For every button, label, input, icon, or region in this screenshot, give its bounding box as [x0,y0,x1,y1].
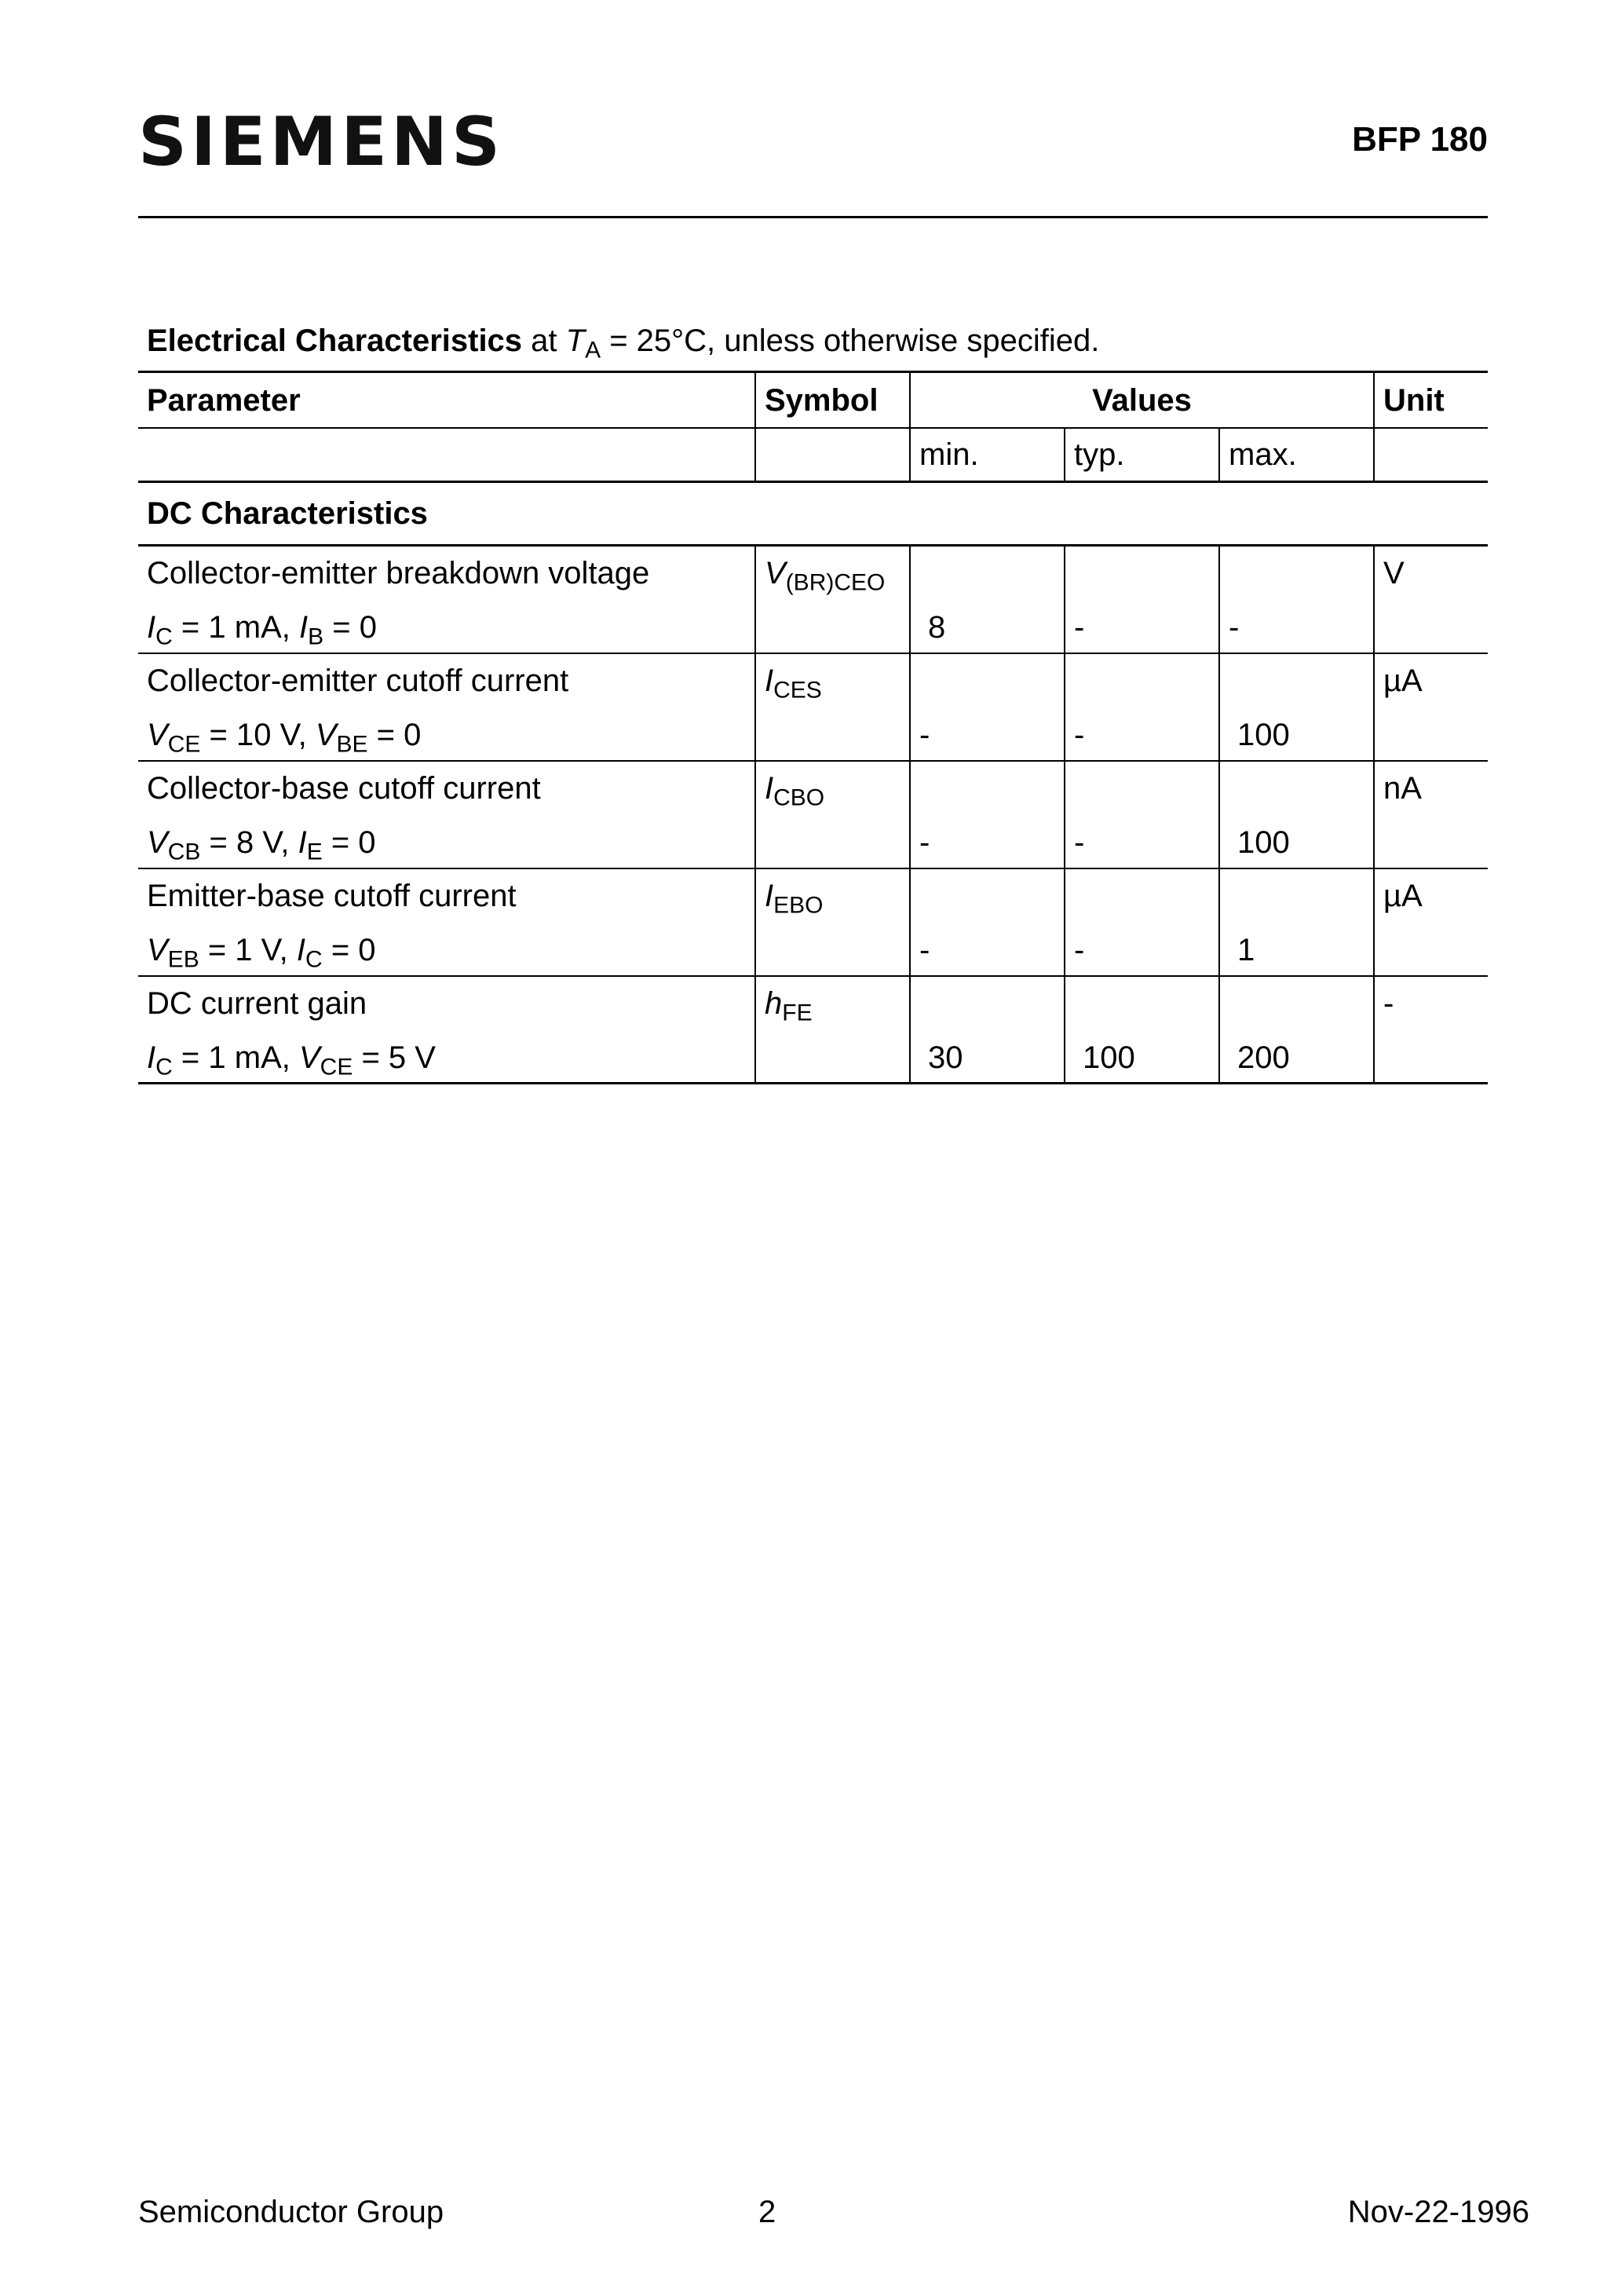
caption-var: T [565,324,586,358]
typ-value: - [1065,546,1219,653]
condition-value: = 1 mA, [172,610,299,645]
parameter-name: Emitter-base cutoff current [147,878,517,913]
condition-value: = 0 [323,610,377,645]
symbol-cell [755,976,910,1084]
condition-value: = 5 V [353,1040,436,1075]
test-condition [147,610,754,650]
caption-rest: = 25°C, unless otherwise specified. [601,324,1100,358]
condition-sub: BE [336,730,368,757]
electrical-characteristics-table [138,371,1488,1084]
condition-var: V [298,1040,320,1075]
parameter-name: Collector-base cutoff current [147,770,541,806]
condition-var: V [147,932,168,967]
typ-value: - [1065,868,1219,976]
condition-var: I [147,1040,156,1075]
max-value: 100 [1219,653,1374,761]
parameter-name: DC current gain [147,985,367,1021]
unit-cell: µA [1374,868,1488,976]
condition-value: = 10 V, [200,717,316,752]
condition-var: I [298,824,307,860]
subheader-unit-blank [1374,428,1488,482]
symbol-var: V [765,556,786,590]
condition-sub: C [305,945,323,972]
header-rule [138,216,1488,218]
symbol-sub: CBO [773,784,825,810]
symbol-sub: CES [773,676,822,703]
min-value: - [910,653,1065,761]
condition-value: = 8 V, [200,824,298,860]
min-value: - [910,868,1065,976]
section-row [138,482,1488,546]
condition-value: = 1 V, [199,932,297,967]
condition-value: = 0 [322,824,376,860]
typ-value: - [1065,653,1219,761]
header-parameter: Parameter [138,372,755,429]
unit-cell: - [1374,976,1488,1084]
footer-date: Nov-22-1996 [1347,2195,1529,2229]
max-value: - [1219,546,1374,653]
part-number: BFP 180 [1352,120,1488,159]
header-symbol: Symbol [755,372,910,429]
test-condition [147,1040,754,1080]
test-condition [147,824,754,865]
symbol-cell [755,868,910,976]
max-value: 100 [1219,761,1374,868]
symbol-cell [755,546,910,653]
test-condition [147,717,754,757]
parameter-cell [138,868,755,976]
subheader-symbol-blank [755,428,910,482]
condition-var: I [296,932,306,967]
section-title: DC Characteristics [138,482,1488,546]
caption-at: at [522,324,566,358]
table-row [138,653,1488,761]
max-value: 200 [1219,976,1374,1084]
typ-value: - [1065,761,1219,868]
table-row [138,761,1488,868]
symbol-var: h [765,985,783,1021]
condition-var: V [315,717,337,752]
caption-sub: A [585,337,601,364]
test-condition [147,932,754,972]
header-typ: typ. [1065,428,1219,482]
footer-page-number: 2 [758,2195,776,2229]
symbol-var: I [765,878,774,913]
symbol-cell [755,761,910,868]
symbol-var: I [765,770,774,806]
parameter-name: Collector-emitter breakdown voltage [147,556,650,590]
condition-sub: E [306,838,323,865]
header-unit: Unit [1374,372,1488,429]
condition-var: I [147,610,156,645]
condition-sub: C [155,623,173,650]
siemens-logo: SIEMENS [138,103,504,181]
footer-company: Semiconductor Group [138,2195,444,2229]
symbol-sub: EBO [773,891,824,918]
table-row [138,976,1488,1084]
parameter-cell [138,546,755,653]
parameter-cell [138,653,755,761]
min-value: - [910,761,1065,868]
header-max: max. [1219,428,1374,482]
condition-sub: EB [167,945,199,972]
condition-sub: C [155,1053,173,1080]
min-value: 30 [910,976,1065,1084]
symbol-sub: FE [782,999,813,1026]
parameter-cell [138,761,755,868]
header-row [138,372,1488,429]
condition-value: = 1 mA, [172,1040,299,1075]
data-rows [138,546,1488,1084]
condition-var: V [147,824,168,860]
unit-cell: nA [1374,761,1488,868]
condition-sub: CE [320,1053,353,1080]
parameter-cell [138,976,755,1084]
symbol-sub: (BR)CEO [785,569,886,596]
condition-value: = 0 [322,932,376,967]
table-row [138,868,1488,976]
max-value: 1 [1219,868,1374,976]
condition-var: I [298,610,309,645]
typ-value: 100 [1065,976,1219,1084]
unit-cell: V [1374,546,1488,653]
parameter-name: Collector-emitter cutoff current [147,663,569,698]
symbol-var: I [765,663,774,698]
unit-cell: µA [1374,653,1488,761]
table-row [138,546,1488,653]
symbol-cell [755,653,910,761]
condition-sub: CE [167,730,201,757]
header-min: min. [910,428,1065,482]
caption-title: Electrical Characteristics [147,324,523,358]
table-caption [147,324,1100,364]
subheader-blank [138,428,755,482]
condition-var: V [147,717,168,752]
header-values: Values [910,372,1374,429]
condition-value: = 0 [367,717,422,752]
subheader-row [138,428,1488,482]
condition-sub: B [308,623,324,650]
min-value: 8 [910,546,1065,653]
condition-sub: CB [167,838,201,865]
